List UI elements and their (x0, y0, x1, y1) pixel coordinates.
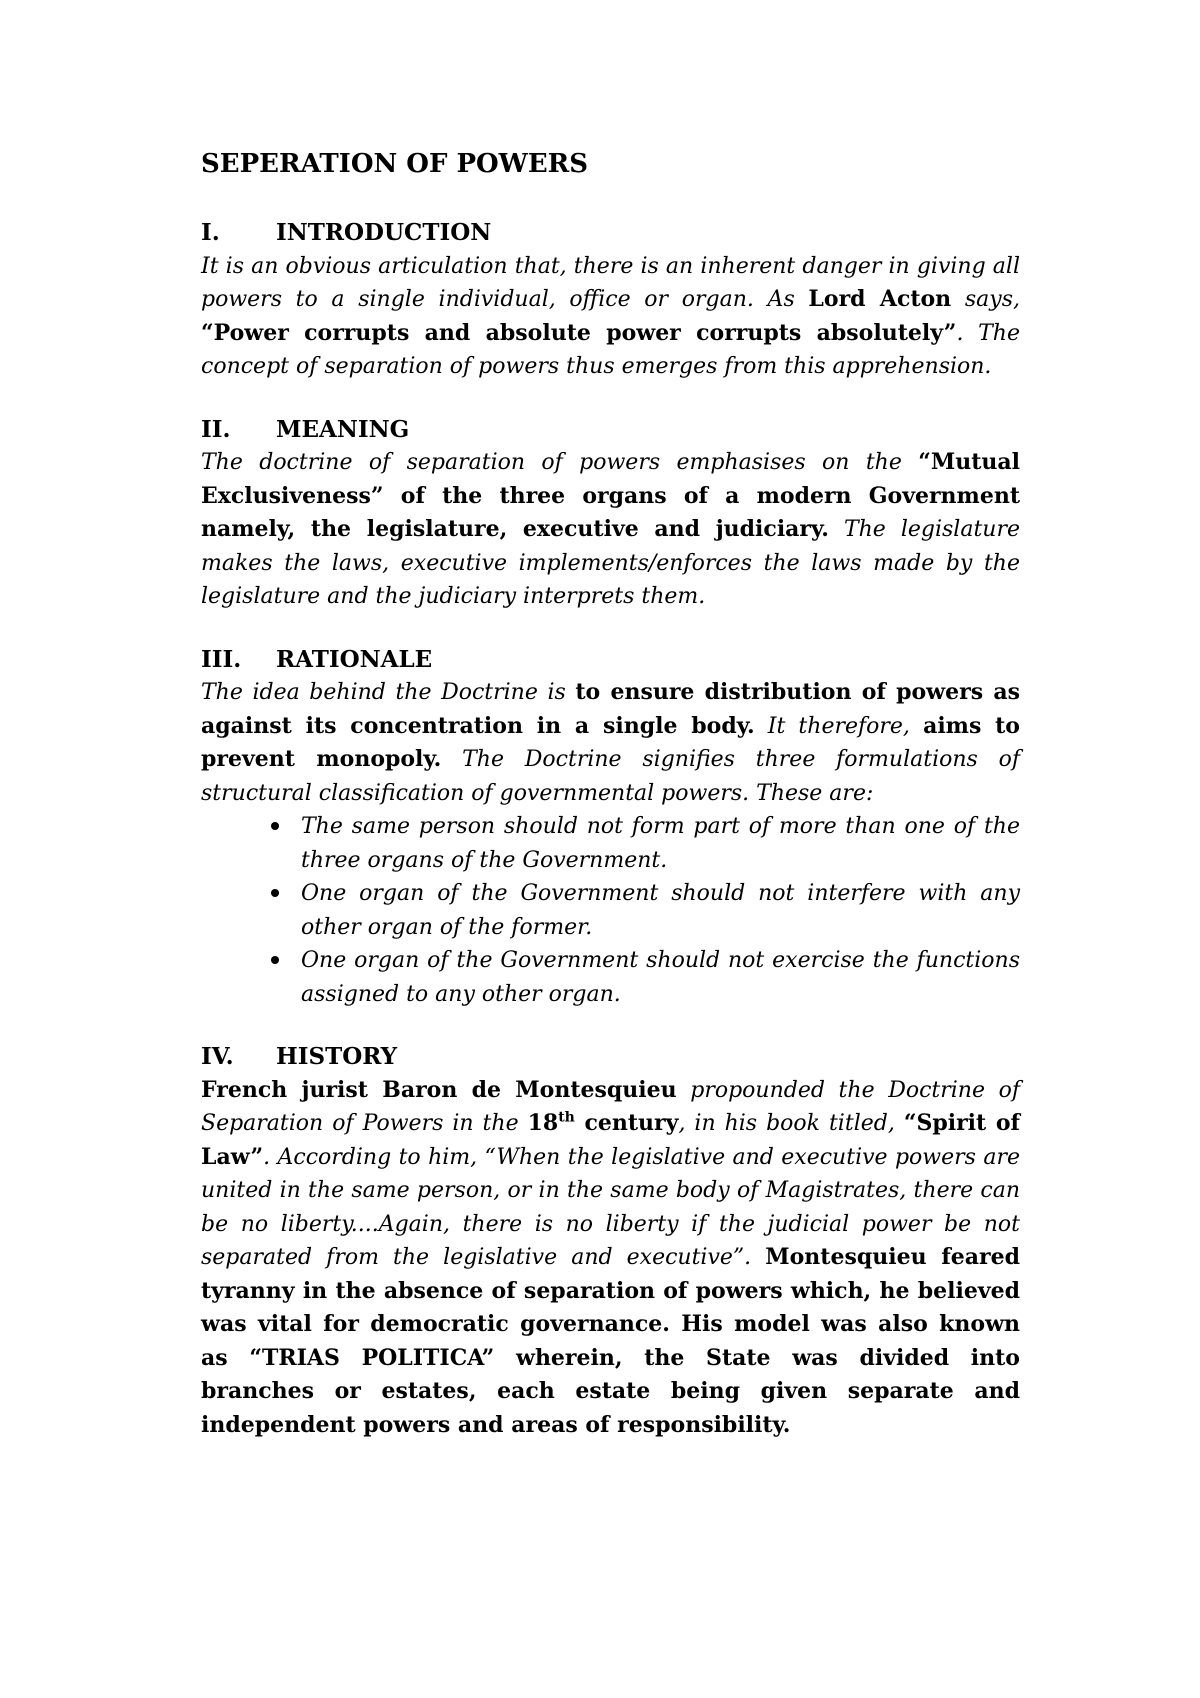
section-number: II. (201, 415, 231, 443)
superscript-run: th (558, 1109, 575, 1126)
paragraph-run-bold: aims to prevent monopoly. (201, 712, 1020, 772)
paragraph-run: It therefore, (754, 713, 924, 739)
paragraph-run: propounded the Doctrine of Separation of Powers in the (201, 1077, 1021, 1136)
section-number: IV. (201, 1043, 234, 1070)
section-title: INTRODUCTION (276, 219, 492, 246)
paragraph-run: says, (951, 287, 1020, 312)
section-heading (201, 643, 1020, 677)
paragraph-run: It is an obvious articulation that, there is an inherent danger in giving all powers to a single individual, office or organ. As (201, 253, 1020, 312)
paragraph-run: The idea behind the Doctrine is (201, 680, 576, 705)
section-title: RATIONALE (276, 645, 433, 673)
section-title: MEANING (276, 415, 410, 443)
section-rationale (201, 643, 1020, 1012)
bullet-icon (271, 822, 279, 830)
bullet-item (201, 810, 1020, 877)
bullet-item (201, 877, 1020, 944)
paragraph-run: The doctrine of separation of powers emphasises on the (201, 450, 919, 475)
section-paragraph (201, 1074, 1020, 1443)
section-paragraph (201, 676, 1020, 810)
section-number: I. (201, 219, 220, 246)
section-number: III. (201, 645, 242, 673)
paragraph-run-bold: “Mutual Exclusiveness” of the three organs of a modern Government namely, the legislature, executive and judiciary. (201, 449, 1020, 542)
paragraph-run: . The concept of separation of powers thus emerges from this apprehension. (201, 320, 1020, 379)
section-heading (201, 216, 1020, 250)
document-title: SEPERATION OF POWERS (201, 149, 589, 179)
section-title: HISTORY (276, 1043, 398, 1070)
bullet-list (201, 810, 1020, 1011)
document-body (201, 146, 1020, 1442)
paragraph-run: , in his book titled, (678, 1111, 904, 1136)
bullet-icon (271, 956, 279, 964)
bullet-text: The same person should not form part of more than one of the three organs of the Government. (301, 814, 1020, 873)
paragraph-run-bold: “Spirit of Law” (201, 1110, 1020, 1170)
paragraph-run: The legislature makes the laws, executive implements/enforces the laws made by the legislature and the judiciary interprets them. (201, 517, 1020, 609)
paragraph-run: The Doctrine signifies three formulations of structural classification of governmental powers. These are: (201, 747, 1020, 806)
paragraph-run-bold: French jurist Baron de Montesquieu (201, 1076, 677, 1103)
paragraph-run-bold: Montesquieu feared tyranny in the absence of separation of powers which, he believed was vital for democratic governance. His model was also known as “TRIAS POLITICA” wherein, the State was divided into branches or estates, each estate being given separate and independent powers and areas of responsibility. (201, 1244, 1021, 1438)
paragraph-run-bold: to ensure distribution of powers as against its concentration in a single body. (201, 679, 1020, 739)
section-history (201, 1040, 1020, 1442)
paragraph-run-bold: 18 (527, 1110, 559, 1136)
section-heading (201, 413, 1020, 447)
section-heading (201, 1040, 1020, 1074)
paragraph-run-bold: Lord Acton (808, 286, 952, 312)
bullet-icon (271, 889, 279, 897)
section-introduction (201, 216, 1020, 384)
bullet-text: One organ of the Government should not exercise the functions assigned to any other organ. (301, 948, 1020, 1007)
paragraph-run: . According to him, “When the legislative and executive powers are united in the same person, or in the same body of Magistrates, there can be no liberty....Again, there is no liberty if the judicial power be not separated from the legislative and executive”. (201, 1144, 1020, 1270)
paragraph-run-bold: century (574, 1110, 679, 1136)
bullet-text: One organ of the Government should not interfere with any other organ of the former. (301, 881, 1020, 940)
paragraph-run-bold: “Power corrupts and absolute power corrupts absolutely” (201, 319, 957, 346)
section-paragraph (201, 446, 1020, 614)
section-paragraph (201, 250, 1020, 384)
section-meaning (201, 413, 1020, 614)
bullet-item (201, 944, 1020, 1011)
